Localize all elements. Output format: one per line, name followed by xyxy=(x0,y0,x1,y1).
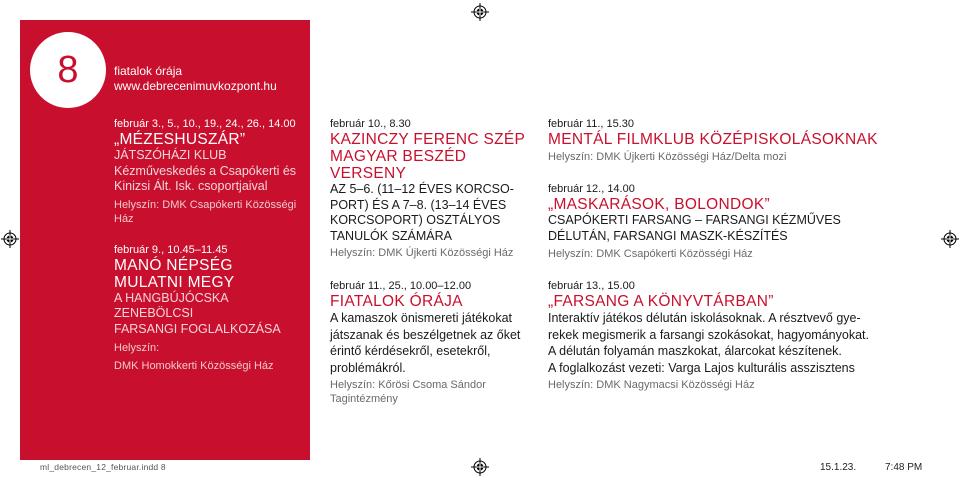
event-date: február 10., 8.30 xyxy=(330,118,411,130)
event-date: február 9., 10.45–11.45 xyxy=(114,243,228,256)
column-3 xyxy=(548,117,878,392)
event-title: „MÉZESHUSZÁR” xyxy=(114,131,246,148)
event-date: február 12., 14.00 xyxy=(548,183,635,195)
footer-time: 7:48 PM xyxy=(885,462,923,473)
event-location: Helyszín: xyxy=(114,342,160,354)
event-body: játszanak és beszélgetnek az őket xyxy=(330,327,521,342)
event-body: problémákról. xyxy=(330,360,406,375)
registration-mark-icon xyxy=(471,3,489,21)
header-block xyxy=(114,64,277,94)
header-url: www.debrecenimuvkozpont.hu xyxy=(114,79,277,93)
event-title: MAGYAR BESZÉD VERSENY xyxy=(330,148,467,182)
event-subtitle: PORT) ÉS A 7–8. (13–14 ÉVES xyxy=(330,197,507,212)
event-date: február 13., 15.00 xyxy=(548,280,635,292)
event-subtitle: TANULÓK SZÁMÁRA xyxy=(330,228,453,243)
event-body: Interaktív játékos délután iskolásoknak. A résztvevő gye- xyxy=(548,311,861,325)
event-title: MENTÁL FILMKLUB KÖZÉPISKOLÁSOKNAK xyxy=(548,131,878,148)
footer-date: 15.1.23. xyxy=(820,462,857,473)
event-location: Helyszín: DMK Nagymacsi Közösségi Ház xyxy=(548,379,755,391)
event-title: „MASKARÁSOK, BOLONDOK” xyxy=(548,196,770,213)
event-title: KAZINCZY FERENC SZÉP xyxy=(330,131,526,148)
event-body: Kinizsi Ált. Isk. csoportjaival xyxy=(114,179,268,193)
event-body: A délután folyamán maszkokat, álarcokat készítenek. xyxy=(548,344,842,358)
event-body: A foglalkozást vezeti: Varga Lajos kulturális asszisztens xyxy=(548,360,855,375)
event-subtitle: FARSANGI FOGLALKOZÁSA xyxy=(114,321,281,336)
event-title: „FARSANG A KÖNYVTÁRBAN” xyxy=(548,293,774,310)
event-body: rekek megismerik a farsangi szokásokat, hagyományokat. xyxy=(548,327,869,342)
footer-file-name: ml_debrecen_12_februar.indd 8 xyxy=(40,462,166,472)
event-location: Helyszín: DMK Csapókerti Közösségi Ház xyxy=(114,198,297,225)
event-body: A kamaszok önismereti játékokat xyxy=(330,311,513,325)
event-date: február 3., 5., 10., 19., 24., 26., 14.00 xyxy=(114,118,296,130)
registration-mark-icon xyxy=(941,230,959,248)
header-line-1: fiatalok órája xyxy=(114,64,183,78)
event-subtitle: DÉLUTÁN, FARSANGI MASZK-KÉSZÍTÉS xyxy=(548,228,788,243)
event-title: FIATALOK ÓRÁJA xyxy=(330,293,463,310)
page-number: 8 xyxy=(57,49,79,91)
event-title: MULATNI MEGY xyxy=(114,273,235,291)
event-location: Helyszín: Kőrösi Csoma Sándor Tagintézmény xyxy=(330,379,486,405)
column-1 xyxy=(114,117,310,373)
column-2 xyxy=(330,117,540,406)
event-location: Helyszín: DMK Csapókerti Közösségi Ház xyxy=(548,248,753,260)
event-date: február 11., 15.30 xyxy=(548,118,635,130)
event-body: Kézműveskedés a Csapókerti és xyxy=(114,163,297,178)
event-subtitle: CSAPÓKERTI FARSANG – FARSANGI KÉZMŰVES xyxy=(548,213,841,227)
registration-mark-icon xyxy=(471,458,489,476)
event-body: érintő kérdésekről, esetekről, xyxy=(330,344,491,358)
event-title: MANÓ NÉPSÉG xyxy=(114,256,233,274)
event-location: Helyszín: DMK Újkerti Közösségi Ház xyxy=(330,247,514,259)
event-subtitle: A HANGBÚJÓCSKA ZENEBÖLCSI xyxy=(114,290,228,320)
event-subtitle: KORCSOPORT) OSZTÁLYOS xyxy=(330,213,501,227)
registration-mark-icon xyxy=(1,230,19,248)
event-location: Helyszín: DMK Újkerti Közösségi Ház/Delta mozi xyxy=(548,151,787,163)
event-location: DMK Homokkerti Közösségi Ház xyxy=(114,360,274,372)
event-subtitle: JÁTSZÓHÁZI KLUB xyxy=(114,148,227,162)
event-subtitle: AZ 5–6. (11–12 ÉVES KORCSO- xyxy=(330,182,514,196)
event-date: február 11., 25., 10.00–12.00 xyxy=(330,280,472,292)
